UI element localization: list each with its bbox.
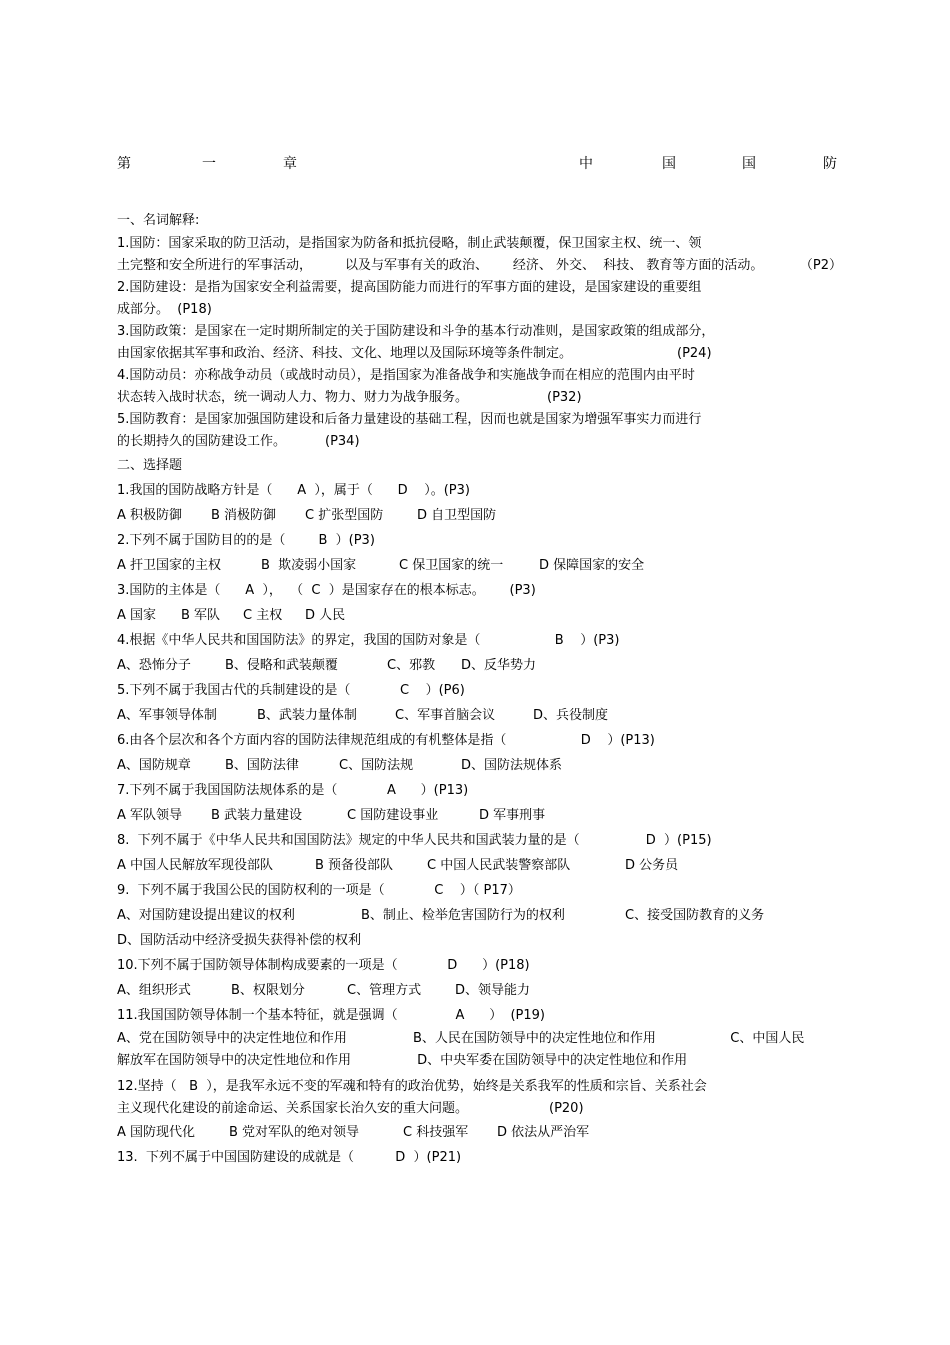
term-definition: 4.国防动员：亦称战争动员（或战时动员），是指国家为准备战争和实施战争而在相应的范围内由平时 状态转入战时状态，统一调动人力、物力、财力为战争服务。 (P32) bbox=[117, 365, 842, 409]
option: A 积极防御 bbox=[117, 508, 183, 523]
chapter-title bbox=[117, 153, 839, 173]
option: A 扞卫国家的主权 bbox=[117, 558, 222, 573]
options bbox=[117, 978, 842, 1003]
option: C 国防建设事业 bbox=[347, 808, 439, 823]
option: B 党对军队的绝对领导 bbox=[229, 1125, 360, 1140]
option: C 主权 bbox=[243, 608, 283, 623]
question: 5.下列不属于我国古代的兵制建设的是（ C ）(P6) bbox=[117, 683, 465, 698]
options bbox=[117, 853, 842, 878]
question: 6.由各个层次和各个方面内容的国防法律规范组成的有机整体是指（ D ）(P13) bbox=[117, 733, 655, 748]
question: 3.国防的主体是（ A ）， （ C ）是国家存在的根本标志。 (P3) bbox=[117, 583, 536, 598]
page-ref: (P20) bbox=[549, 1101, 584, 1116]
option: C、管理方式 bbox=[347, 983, 422, 998]
option: C 扩张型国防 bbox=[305, 508, 384, 523]
term-definition: 1.国防：国家采取的防卫活动，是指国家为防备和抵抗侵略，制止武装颠覆，保卫国家主权、统一、领 土完整和安全所进行的军事活动， 以及与军事有关的政治、 经济、 外交、 科技、 教育等方面的活动。 （P2） bbox=[117, 233, 842, 277]
section-heading: 一、名词解释: bbox=[117, 213, 200, 228]
option: D 人民 bbox=[305, 608, 346, 623]
question: 7.下列不属于我国国防法规体系的是（ A ）(P13) bbox=[117, 783, 469, 798]
option: D、国防法规体系 bbox=[461, 758, 563, 773]
title-char: 国 bbox=[742, 156, 756, 172]
options bbox=[117, 903, 842, 928]
options bbox=[117, 803, 842, 828]
section-heading: 二、选择题 bbox=[117, 458, 183, 473]
option: A 国家 bbox=[117, 608, 157, 623]
options bbox=[117, 753, 842, 778]
option: A、恐怖分子 bbox=[117, 658, 191, 673]
option: D、领导能力 bbox=[455, 983, 531, 998]
page-ref: (P24) bbox=[677, 346, 712, 361]
option: B 消极防御 bbox=[211, 508, 277, 523]
option: B、权限划分 bbox=[231, 983, 305, 998]
option: C、军事首脑会议 bbox=[395, 708, 496, 723]
option: B、侵略和武装颠覆 bbox=[225, 658, 338, 673]
option: 解放军在国防领导中的决定性地位和作用 D、中央军委在国防领导中的决定性地位和作用 bbox=[117, 1053, 688, 1068]
option: B 武装力量建设 bbox=[211, 808, 303, 823]
question: 主义现代化建设的前途命运、关系国家长治久安的重大问题。 bbox=[117, 1101, 469, 1116]
options bbox=[117, 503, 842, 528]
document-body bbox=[117, 208, 842, 1170]
option: A 国防现代化 bbox=[117, 1125, 196, 1140]
term-definition: 5.国防教育：是国家加强国防建设和后备力量建设的基础工程，因而也就是国家为增强军事实力而进行 的长期持久的国防建设工作。 (P34) bbox=[117, 409, 842, 453]
question: 4.根据《中华人民共和国国防法》的界定，我国的国防对象是（ B ）(P3) bbox=[117, 633, 620, 648]
option: B、制止、检举危害国防行为的权利 bbox=[361, 908, 565, 923]
option: D 自卫型国防 bbox=[417, 508, 497, 523]
option: D、兵役制度 bbox=[533, 708, 609, 723]
question: 10.下列不属于国防领导体制构成要素的一项是（ D ）(P18) bbox=[117, 958, 530, 973]
option: D 公务员 bbox=[625, 858, 679, 873]
title-char: 章 bbox=[283, 156, 297, 172]
title-char: 防 bbox=[823, 156, 837, 172]
page-ref: (P34) bbox=[325, 434, 360, 449]
option: D、国防活动中经济受损失获得补偿的权利 bbox=[117, 933, 362, 948]
title-char: 中 bbox=[579, 156, 593, 172]
title-char: 第 bbox=[117, 156, 131, 172]
option: A、军事领导体制 bbox=[117, 708, 217, 723]
options bbox=[117, 653, 842, 678]
option: C 科技强军 bbox=[403, 1125, 469, 1140]
option: C 保卫国家的统一 bbox=[399, 558, 504, 573]
title-char: 一 bbox=[202, 156, 216, 172]
option: B 预备役部队 bbox=[315, 858, 394, 873]
option: D、反华势力 bbox=[461, 658, 537, 673]
question: 8. 下列不属于《中华人民共和国国防法》规定的中华人民共和国武装力量的是（ D ）(P15) bbox=[117, 833, 712, 848]
option: A 军队领导 bbox=[117, 808, 183, 823]
option: C、国防法规 bbox=[339, 758, 414, 773]
question: 12.坚持（ B ），是我军永远不变的军魂和特有的政治优势，始终是关系我军的性质和宗旨、关系社会 bbox=[117, 1079, 707, 1094]
question: 1.我国的国防战略方针是（ A ），属于（ D ）。(P3) bbox=[117, 483, 470, 498]
option: D 保障国家的安全 bbox=[539, 558, 645, 573]
options bbox=[117, 553, 842, 578]
options bbox=[117, 1120, 842, 1145]
question: 13. 下列不属于中国国防建设的成就是（ D ）(P21) bbox=[117, 1150, 462, 1165]
option: B、国防法律 bbox=[225, 758, 299, 773]
option: B 欺凌弱小国家 bbox=[261, 558, 357, 573]
option: C、接受国防教育的义务 bbox=[625, 908, 765, 923]
question: 9. 下列不属于我国公民的国防权利的一项是（ C ）（ P17） bbox=[117, 883, 521, 898]
options bbox=[117, 703, 842, 728]
title-char: 国 bbox=[662, 156, 676, 172]
option: A 中国人民解放军现役部队 bbox=[117, 858, 274, 873]
term-definition: 2.国防建设：是指为国家安全利益需要，提高国防能力而进行的军事方面的建设，是国家建设的重要组 成部分。 (P18) bbox=[117, 280, 702, 317]
option: B、武装力量体制 bbox=[257, 708, 357, 723]
options bbox=[117, 603, 842, 628]
term-definition: 3.国防政策：是国家在一定时期所制定的关于国防建设和斗争的基本行动准则，是国家政策的组成部分， 由国家依据其军事和政治、经济、科技、文化、地理以及国际环境等条件制定。 (P24) bbox=[117, 321, 842, 365]
option: B 军队 bbox=[181, 608, 221, 623]
option: A、党在国防领导中的决定性地位和作用 B、人民在国防领导中的决定性地位和作用 C、中国人民 bbox=[117, 1031, 805, 1046]
option: D 军事刑事 bbox=[479, 808, 546, 823]
question: 2.下列不属于国防目的的是（ B ）(P3) bbox=[117, 533, 375, 548]
page-ref: （P2） bbox=[799, 258, 842, 273]
option: A、对国防建设提出建议的权利 bbox=[117, 908, 295, 923]
option: D 依法从严治军 bbox=[497, 1125, 590, 1140]
page-ref: (P32) bbox=[547, 390, 582, 405]
option: A、国防规章 bbox=[117, 758, 191, 773]
question: 11.我国国防领导体制一个基本特征，就是强调（ A ） (P19) bbox=[117, 1008, 546, 1023]
option: C 中国人民武装警察部队 bbox=[427, 858, 571, 873]
option: C、邪教 bbox=[387, 658, 436, 673]
option: A、组织形式 bbox=[117, 983, 191, 998]
